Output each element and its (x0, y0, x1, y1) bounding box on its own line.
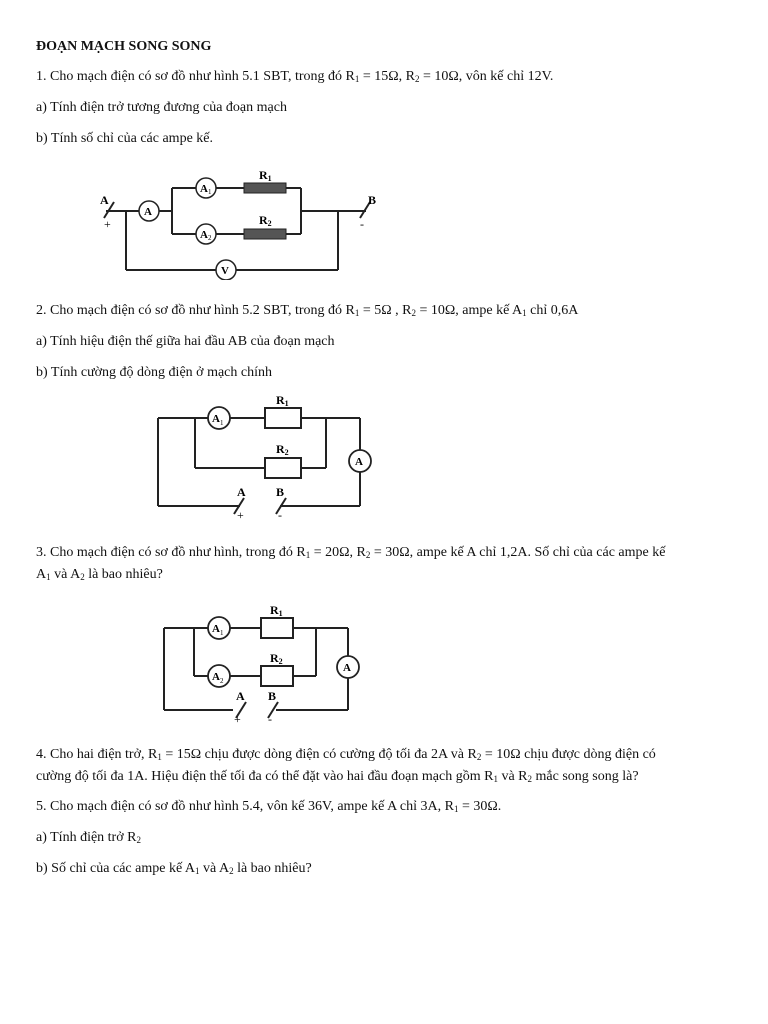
problem-2-question-a: a) Tính hiệu điện thế giữa hai đầu AB của đoạn mạch (36, 334, 335, 349)
problem-3-statement: 3. Cho mạch điện có sơ đồ như hình, trong đó $R_1 = 20\Omega$, $R_2 = 30\Omega$, ampe kế A chỉ 1,2A. Số chỉ của các ampe kế (36, 545, 666, 560)
circuit-figure-2 (150, 390, 380, 520)
minus-sign: - (268, 712, 272, 724)
ammeter-a1 (196, 178, 216, 198)
problem-1-question-b: b) Tính số chỉ của các ampe kế. (36, 131, 214, 146)
ammeter-a1 (208, 617, 230, 639)
node-a-label: A (100, 193, 109, 207)
plus-sign: + (237, 508, 244, 520)
svg-text:1: 1 (220, 419, 224, 427)
svg-text:A: A (212, 671, 220, 683)
label-r2: R2 (259, 213, 272, 228)
node-a-label: A (236, 689, 245, 703)
svg-text:A: A (212, 413, 220, 425)
label-r1: R1 (259, 168, 272, 183)
voltmeter-v (216, 260, 236, 280)
svg-text:2: 2 (208, 234, 212, 242)
ammeter-a2 (208, 665, 230, 687)
label-r1: R1 (270, 603, 283, 618)
svg-text:A: A (343, 662, 351, 674)
resistor-r2 (261, 666, 293, 686)
problem-5-question-a: a) Tính điện trở $R_2$ (36, 830, 141, 845)
node-b-label: B (368, 193, 377, 207)
document-title: ĐOẠN MẠCH SONG SONG (36, 39, 212, 54)
problem-3-statement-cont: $A_1$ và $A_2$ là bao nhiêu? (36, 567, 163, 582)
resistor-r2 (244, 229, 286, 239)
svg-text:A: A (355, 456, 363, 468)
svg-text:A: A (200, 183, 208, 195)
resistor-r1 (261, 618, 293, 638)
plus-sign: + (234, 712, 241, 724)
ammeter-a2 (196, 224, 216, 244)
svg-text:A: A (200, 229, 208, 241)
node-a-label: A (237, 485, 246, 499)
label-r1: R1 (276, 393, 289, 408)
problem-1-question-a: a) Tính điện trở tương đương của đoạn mạch (36, 100, 287, 115)
node-b-label: B (268, 689, 277, 703)
problem-5-statement: 5. Cho mạch điện có sơ đồ như hình 5.4, vôn kế 36V, ampe kế A chỉ 3A, $R_1 = 30\Omega$. (36, 799, 502, 814)
resistor-r1 (265, 408, 301, 428)
circuit-figure-1 (96, 164, 386, 280)
circuit-figure-3 (158, 600, 368, 724)
problem-4-statement: 4. Cho hai điện trở, $R_1 = 15\Omega$ chịu được dòng điện có cường độ tối đa 2A và $R_2 = 10\Omega$ chịu được dòng điện có (36, 747, 656, 762)
problem-5-question-b: b) Số chỉ của các ampe kế $A_1$ và $A_2$ là bao nhiêu? (36, 861, 312, 876)
plus-sign: + (104, 217, 111, 231)
ammeter-a1 (208, 407, 230, 429)
minus-sign: - (278, 508, 282, 520)
ammeter-a (337, 656, 359, 678)
node-b-label: B (276, 485, 285, 499)
problem-2-statement: 2. Cho mạch điện có sơ đồ như hình 5.2 SBT, trong đó $R_1 = 5\Omega$ , $R_2 = 10\Omega$, ampe kế $A_1$ chỉ 0,6A (36, 303, 579, 318)
svg-text:2: 2 (220, 677, 224, 685)
label-r2: R2 (270, 651, 283, 666)
problem-2-question-b: b) Tính cường độ dòng điện ở mạch chính (36, 365, 272, 380)
ammeter-a (349, 450, 371, 472)
svg-text:A: A (144, 206, 152, 218)
problem-1-statement: 1. Cho mạch điện có sơ đồ như hình 5.1 SBT, trong đó $R_1 = 15\Omega$, $R_2 = 10\Omega$, vôn kế chỉ 12V. (36, 69, 554, 84)
label-r2: R2 (276, 442, 289, 457)
resistor-r1 (244, 183, 286, 193)
svg-text:1: 1 (220, 629, 224, 637)
problem-4-statement-cont: cường độ tối đa 1A. Hiệu điện thế tối đa có thể đặt vào hai đầu đoạn mạch gồm $R_1$ và $R_2$ mắc song song là? (36, 769, 639, 784)
ammeter-a (139, 201, 159, 221)
minus-sign: - (360, 217, 364, 231)
svg-text:A: A (212, 623, 220, 635)
svg-text:V: V (221, 265, 229, 277)
svg-text:1: 1 (208, 188, 212, 196)
resistor-r2 (265, 458, 301, 478)
